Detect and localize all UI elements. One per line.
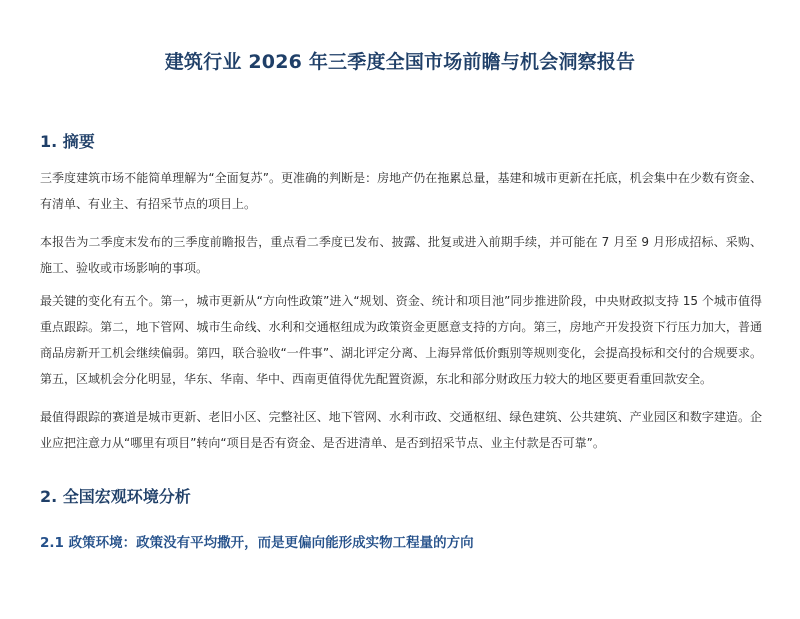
summary-paragraph-4: 最值得跟踪的赛道是城市更新、老旧小区、完整社区、地下管网、水利市政、交通枢纽、绿色建筑、公共建筑、产业园区和数字建造。企业应把注意力从“哪里有项目”转向“项目是否有资金、是否进清单、是否到招采节点、业主付款是否可靠”。 bbox=[40, 410, 762, 450]
document-title: 建筑行业 2026 年三季度全国市场前瞻与机会洞察报告 bbox=[164, 51, 636, 73]
section-heading-summary: 1. 摘要 bbox=[40, 132, 95, 151]
subsection-heading-policy: 2.1 政策环境：政策没有平均撒开，而是更偏向能形成实物工程量的方向 bbox=[40, 535, 474, 551]
summary-paragraph-1: 三季度建筑市场不能简单理解为“全面复苏”。更准确的判断是：房地产仍在拖累总量，基建和城市更新在托底，机会集中在少数有资金、有清单、有业主、有招采节点的项目上。 bbox=[40, 171, 762, 211]
summary-paragraph-3: 最关键的变化有五个。第一，城市更新从“方向性政策”进入“规划、资金、统计和项目池”同步推进阶段，中央财政拟支持 15 个城市值得重点跟踪。第二，地下管网、城市生命线、水利和交通枢纽成为政策资金更愿意支持的方向。第三，房地产开发投资下行压力加大，普通商品房新开工机会继续偏弱。第四，联合验收“一件事”、湖北评定分离、上海异常低价甄别等规则变化，会提高投标和交付的合规要求。第五，区域机会分化明显，华东、华南、华中、西南更值得优先配置资源，东北和部分财政压力较大的地区要更看重回款安全。 bbox=[40, 294, 762, 386]
summary-paragraph-2: 本报告为二季度末发布的三季度前瞻报告，重点看二季度已发布、披露、批复或进入前期手续，并可能在 7 月至 9 月形成招标、采购、施工、验收或市场影响的事项。 bbox=[40, 235, 762, 275]
section-heading-macro: 2. 全国宏观环境分析 bbox=[40, 487, 191, 506]
